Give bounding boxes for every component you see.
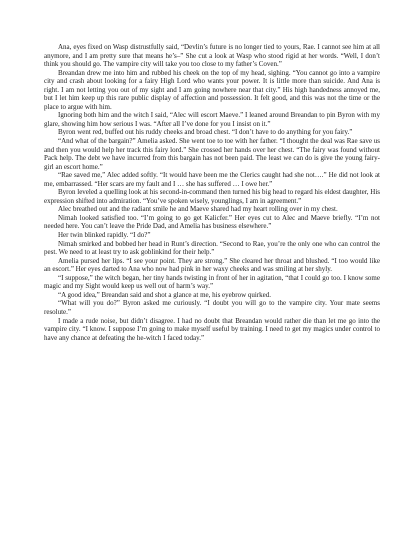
paragraph: Breandan drew me into him and rubbed his cheek on the top of my head, sighing. “You cannot go into a vampire city and crash about looking for a fairy High Lord who wants your power. It is little more than suicide. And Ana is right. I am not letting you out of my sight and I am going nowhere near that city.” His high handedness annoyed me, but I let him keep up this rare public display of affection and possession. It felt good, and this was not the time or the place to argue with him.: [44, 68, 380, 111]
paragraph: Nimah smirked and bobbed her head in Runt’s direction. “Second to Rae, you’re the only one who can control the pest. We need to at least try to ask goblinkind for their help.”: [44, 239, 380, 257]
paragraph: “A good idea,” Breandan said and shot a glance at me, his eyebrow quirked.: [58, 290, 272, 299]
paragraph: Her twin blinked rapidly. “I do?”: [58, 231, 151, 240]
paragraph: Ignoring both him and the witch I said, “Alec will escort Maeve.” I leaned around Breandan to pin Byron with my glare, showing him how serious I was. “After all I’ve done for you I insist on it.”: [44, 111, 380, 128]
paragraph: Ana, eyes fixed on Wasp distrustfully said, “Devlin’s future is no longer tied to yours, Rae. I cannot see him at all anymore, and I am pretty sure that means he’s–” She cut a look at Wasp who stood rigid at her words. “Well, I don’t think you should go. The vampire city will take you too close to my father’s Coven.”: [44, 43, 380, 69]
paragraph: Amelia pursed her lips. “I see your point. They are strong.” She cleared her throat and blushed. “I too would like an escort.” Her eyes darted to Ana who now had pink in her waxy cheeks and was smiling at her shyly.: [44, 256, 380, 274]
paragraph: “And what of the bargain?” Amelia asked. She went toe to toe with her father. “I thought the deal was Rae save us and then you would help her track this fairy lord.” She crossed her hands over her chest. “The fairy was found without Pack help. The debt we have incurred from this bargain has not been paid. The least we can do is give the young fairy-girl an escort home.”: [44, 137, 380, 171]
paragraph: “Rae saved me,” Alec added softly. “It would have been me the Clerics caught had she not….” He did not look at me, embarrassed. “Her scars are my fault and I … she has suffered … I owe her.”: [44, 171, 380, 188]
paragraph: Byron leveled a quelling look at his second-in-command then turned his big head to regard his eldest daughter, His expression shifted into admiration. “You’ve spoken wisely, younglings, I am in agreement.”: [44, 188, 380, 205]
paragraph: “I suppose,” the witch began, her tiny hands twisting in front of her in agitation, “that I could go too. I know some magic and my Sight would keep us well out of harm’s way.”: [44, 273, 380, 291]
paragraph: I made a rude noise, but didn’t disagree. I had no doubt that Breandan would rather die than let me go into the vampire city. “I know. I suppose I’m going to make myself useful by training. I need to get my magics under control to have any chance at defeating the he-witch I faced today.”: [44, 316, 380, 342]
body-text: [44, 43, 380, 342]
paragraph: “What will you do?” Byron asked me curiously. “I doubt you will go to the vampire city. Your mate seems resolute.”: [44, 299, 380, 316]
paragraph: Alec breathed out and the radiant smile he and Maeve shared had my heart rolling over in my chest.: [58, 205, 338, 214]
paragraph: Nimah looked satisfied too. “I’m going to go get Kalicfer.” Her eyes cut to Alec and Maeve briefly. “I’m not needed here. You can’t leave the Pride Dad, and Amelia has business elsewhere.”: [44, 213, 380, 231]
paragraph: Byron went red, buffed out his ruddy cheeks and broad chest. “I don’t have to do anything for you fairy.”: [58, 128, 353, 137]
